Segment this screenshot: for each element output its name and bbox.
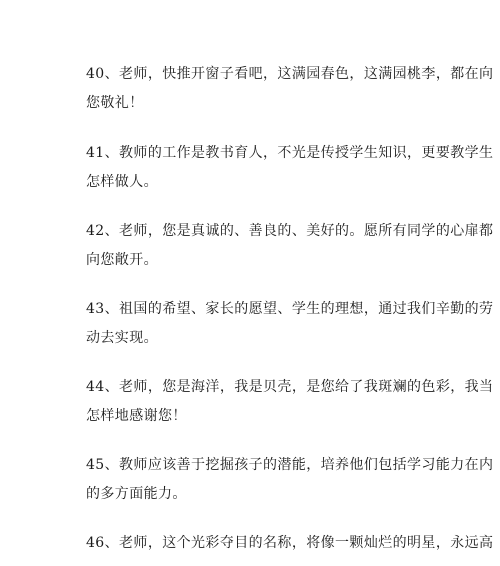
paragraph-line: 43、祖国的希望、家长的愿望、学生的理想，通过我们辛勤的劳 xyxy=(86,301,494,317)
paragraph-46 xyxy=(86,529,494,558)
paragraph-40 xyxy=(86,60,494,118)
paragraph-44 xyxy=(86,373,494,431)
paragraph-line: 的多方面能力。 xyxy=(86,486,187,502)
paragraph-line: 40、老师，快推开窗子看吧，这满园春色，这满园桃李，都在向 xyxy=(86,66,494,82)
paragraph-line: 动去实现。 xyxy=(86,330,158,346)
paragraph-line: 怎样地感谢您！ xyxy=(86,408,187,424)
paragraph-line: 45、教师应该善于挖掘孩子的潜能，培养他们包括学习能力在内 xyxy=(86,457,494,473)
paragraph-line: 46、老师，这个光彩夺目的名称，将像一颗灿烂的明星，永远高 xyxy=(86,535,494,551)
paragraph-line: 42、老师，您是真诚的、善良的、美好的。愿所有同学的心扉都 xyxy=(86,223,494,239)
paragraph-line: 怎样做人。 xyxy=(86,174,158,190)
paragraph-line: 41、教师的工作是教书育人，不光是传授学生知识，更要教学生 xyxy=(86,145,494,161)
paragraph-41 xyxy=(86,139,494,197)
paragraph-43 xyxy=(86,295,494,353)
paragraph-42 xyxy=(86,217,494,275)
paragraph-line: 44、老师，您是海洋，我是贝壳，是您给了我斑斓的色彩，我当 xyxy=(86,379,494,395)
paragraph-line: 您敬礼！ xyxy=(86,95,144,111)
paragraph-45 xyxy=(86,451,494,509)
paragraph-line: 向您敞开。 xyxy=(86,252,158,268)
